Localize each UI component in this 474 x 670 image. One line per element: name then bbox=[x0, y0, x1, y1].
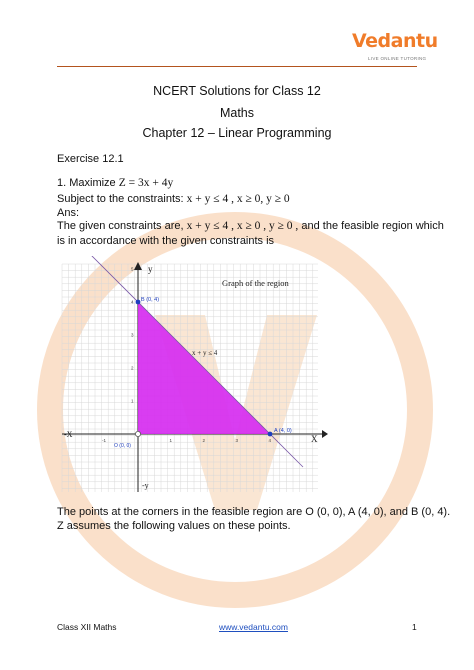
point-o-marker bbox=[135, 431, 140, 436]
answer-label: Ans: bbox=[57, 207, 80, 219]
tick-x-label: 4 bbox=[268, 438, 272, 443]
graph-title: Graph of the region bbox=[222, 278, 289, 288]
q1-expression: Z = 3x + 4y bbox=[118, 177, 174, 189]
logo-tagline: LIVE ONLINE TUTORING bbox=[368, 56, 427, 61]
given-line-1 bbox=[57, 220, 444, 232]
given-suffix: and the feasible region which bbox=[301, 220, 444, 232]
corner-points-text: The points at the corners in the feasible region are O (0, 0), A (4, 0), and B (0, 4). bbox=[57, 506, 451, 518]
given-line-2: is in accordance with the given constraints is bbox=[57, 235, 275, 247]
tick-y-label: 2 bbox=[131, 365, 134, 371]
tick-x-label: 1 bbox=[169, 438, 173, 443]
x-axis-label: X bbox=[311, 434, 318, 444]
subject-expression: x + y ≤ 4 , x ≥ 0, y ≥ 0 bbox=[186, 193, 290, 205]
point-a-label: A (4, 0) bbox=[274, 428, 292, 434]
header-title: NCERT Solutions for Class 12 bbox=[153, 84, 321, 98]
y-axis-arrow bbox=[134, 262, 142, 270]
logo-wordmark: Vedantu bbox=[352, 30, 438, 52]
given-expression: x + y ≤ 4 , x ≥ 0 , y ≥ 0 , bbox=[186, 220, 299, 232]
tick-y-label: 4 bbox=[131, 299, 134, 305]
point-o-label: O (0, 0) bbox=[114, 443, 131, 449]
constraints-line bbox=[57, 193, 290, 205]
footer-page-number: 1 bbox=[412, 622, 417, 632]
point-b-marker bbox=[136, 300, 141, 305]
header-divider bbox=[57, 66, 417, 67]
tick-y-label: 1 bbox=[131, 398, 134, 404]
y-axis-neg-label: -y bbox=[142, 481, 149, 490]
y-axis-label: y bbox=[148, 264, 153, 274]
tick-x-label: 2 bbox=[202, 438, 206, 443]
subject-label: Subject to the constraints: bbox=[57, 193, 184, 205]
header-chapter: Chapter 12 – Linear Programming bbox=[142, 126, 332, 140]
point-a-marker bbox=[268, 432, 273, 437]
vedantu-logo bbox=[352, 30, 438, 64]
footer-website-link[interactable]: www.vedantu.com bbox=[219, 622, 288, 632]
tick-y-label: 3 bbox=[131, 332, 134, 338]
x-axis-arrow bbox=[322, 430, 328, 438]
constraint-label: x + y ≤ 4 bbox=[192, 349, 218, 357]
given-prefix: The given constraints are, bbox=[57, 220, 184, 232]
question-1 bbox=[57, 177, 173, 189]
exercise-heading: Exercise 12.1 bbox=[57, 153, 124, 165]
tick-x-neg-1: -1 bbox=[102, 438, 107, 443]
feasible-region-graph bbox=[56, 256, 328, 496]
tick-x-label: 3 bbox=[235, 438, 239, 443]
tick-y-label: 5 bbox=[131, 266, 134, 272]
q1-label: 1. Maximize bbox=[57, 177, 116, 189]
footer-class: Class XII Maths bbox=[57, 622, 117, 632]
point-b-label: B (0, 4) bbox=[141, 297, 160, 303]
x-axis-neg-label: -X bbox=[64, 430, 73, 439]
z-values-text: Z assumes the following values on these points. bbox=[57, 520, 291, 532]
header-subject: Maths bbox=[219, 106, 255, 120]
